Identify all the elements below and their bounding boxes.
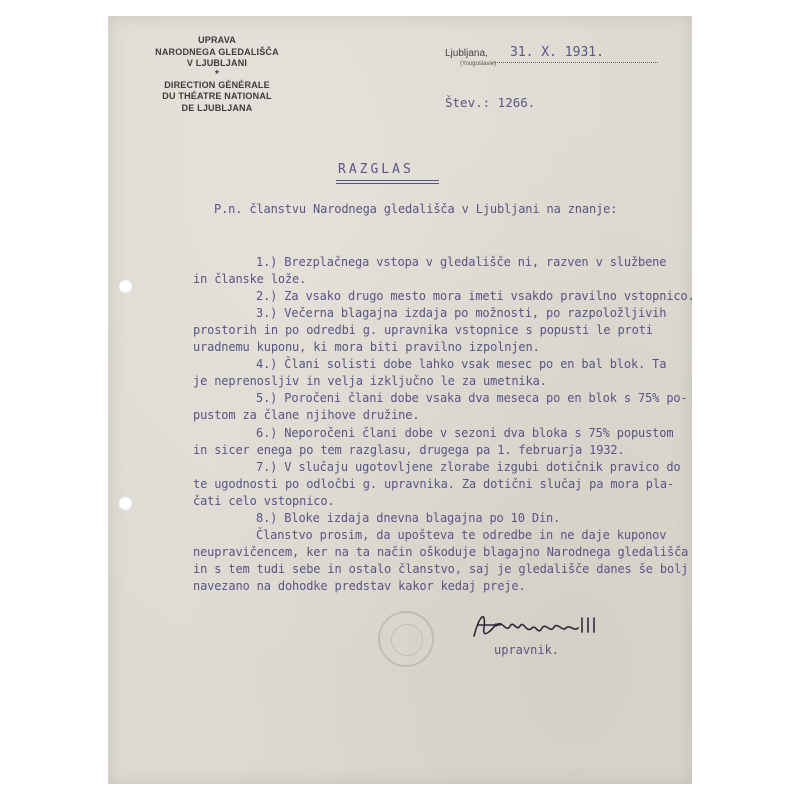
body-line: te ugodnosti po odločbi g. upravnika. Za dotični slučaj pa mora pla-	[193, 477, 675, 491]
body-line: Članstvo prosim, da upošteva te odredbe in ne daje kuponov	[256, 528, 667, 542]
letterhead-line: V LJUBLJANI	[186, 58, 248, 68]
stamp-inner-ring	[391, 624, 423, 656]
letterhead	[108, 35, 326, 114]
body-line: 4.) Člani solisti dobe lahko vsak mesec po en bal blok. Ta	[256, 357, 667, 371]
address-line: P.n. članstvu Narodnega gledališča v Ljubljani na znanje:	[214, 202, 618, 216]
document-number: Štev.: 1266.	[445, 95, 536, 110]
punch-hole	[118, 279, 133, 294]
body-line: navezano na dohodke predstav kakor kedaj preje.	[193, 579, 526, 593]
letterhead-line: DE LJUBLJANA	[181, 102, 253, 113]
body-line: prostorih in po odredbi g. upravnika vstopnice s popusti le proti	[193, 323, 653, 337]
letterhead-line: NARODNEGA GLEDALIŠČA	[155, 46, 279, 57]
body-line: 5.) Poročeni člani dobe vsaka dva meseca po en blok s 75% po-	[256, 391, 688, 405]
body-line: neupravičencem, ker na ta način oškoduje blagajno Narodnega gledališča	[193, 545, 689, 559]
body-line: 6.) Neporočeni člani dobe v sezoni dva bloka s 75% popustom	[256, 426, 674, 440]
signer-title: upravnik.	[494, 643, 560, 657]
body-line: in s tem tudi sebe in ostalo članstvo, saj je gledališče danes še bolj	[193, 562, 689, 576]
body-line: uradnemu kuponu, ki mora biti pravilno izpolnjen.	[193, 340, 540, 354]
body-line: 7.) V slučaju ugotovljene zlorabe izgubi dotičnik pravico do	[256, 460, 681, 474]
letterhead-line: UPRAVA	[198, 35, 236, 45]
handwritten-signature	[466, 606, 626, 646]
document-page	[108, 16, 695, 784]
faded-stamp	[378, 611, 434, 667]
title-underline	[336, 180, 439, 181]
body-line: 3.) Večerna blagajna izdaja po možnosti, po razpoložljivih	[256, 306, 667, 320]
letterhead-line: DU THÉATRE NATIONAL	[162, 91, 272, 101]
body-line: 1.) Brezplačnega vstopa v gledališče ni, razven v službene	[256, 255, 667, 269]
punch-hole	[118, 496, 133, 511]
document-title: RAZGLAS	[338, 162, 414, 177]
country-label: (Yougoslavie)	[460, 61, 497, 67]
letterhead-line: DIRECTION GÉNÉRALE	[164, 79, 270, 90]
body-line: in članske lože.	[193, 272, 307, 286]
title-underline	[336, 183, 439, 184]
body-line: 2.) Za vsako drugo mesto mora imeti vsakdo pravilno vstopnico.	[256, 289, 695, 303]
body-line: čati celo vstopnico.	[193, 494, 335, 508]
body-line: pustom za člane njihove družine.	[193, 408, 420, 422]
place-label: Ljubljana,	[445, 48, 488, 59]
letterhead-separator: *	[214, 68, 220, 80]
document-date: 31. X. 1931.	[510, 45, 604, 60]
body-line: in sicer enega po tem razglasu, drugega pa 1. februarja 1932.	[193, 443, 625, 457]
date-dotted-line	[494, 62, 658, 63]
body-line: je neprenosljiv in velja izključno le za umetnika.	[193, 374, 547, 388]
body-line: 8.) Bloke izdaja dnevna blagajna po 10 Din.	[256, 511, 561, 525]
